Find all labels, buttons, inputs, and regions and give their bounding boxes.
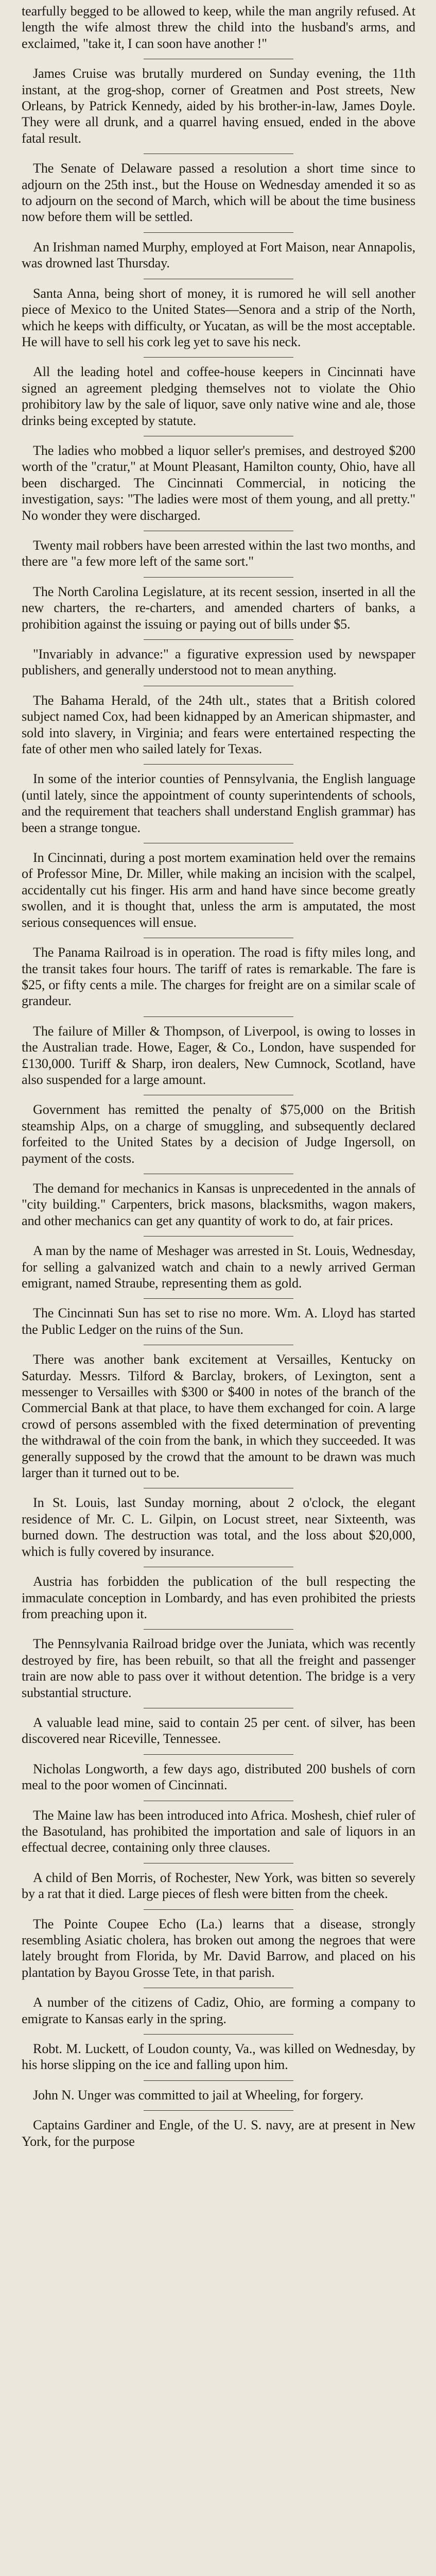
news-item: James Cruise was brutally murdered on Sunday evening, the 11th instant, at the grog-shop, corner of Greatmen and Post streets, New Orleans, by Patrick Kennedy, aided by his brother-in-law, James Doyle. They were all drunk, and a quarrel having ensued, ended in the above fatal result. — [22, 66, 415, 146]
item-divider — [144, 2080, 293, 2081]
news-item: The demand for mechanics in Kansas is unprecedented in the annals of "city building." Carpenters, brick masons, blacksmiths, wagon makers, and other mechanics can get any quantity of work to do, at fair prices. — [22, 1180, 415, 1228]
news-item: In some of the interior counties of Pennsylvania, the English language (until lately, since the appointment of county superintendents of schools, and the requirement that teachers shall understand English grammar) has been a strange tongue. — [22, 771, 415, 835]
item-divider — [144, 357, 293, 358]
item-divider — [144, 639, 293, 640]
news-item: The ladies who mobbed a liquor seller's premises, and destroyed $200 worth of the "cratur," at Mount Pleasant, Hamilton county, Ohio, have all been discharged. The Cincinnati Commercial, in noticing the investigation, says: "The ladies were most of them young, and all pretty." No wonder they were discharged. — [22, 443, 415, 523]
item-divider — [144, 232, 293, 233]
news-item: The Bahama Herald, of the 24th ult., states that a British colored subject named Cox, had been kidnapped by an American shipmaster, and sold into slavery, in Virginia; and fears were entertained respecting the fate of other men who sailed lately for Texas. — [22, 692, 415, 757]
item-divider — [144, 2034, 293, 2035]
item-divider — [144, 1754, 293, 1755]
news-item: A number of the citizens of Cadiz, Ohio, are forming a company to emigrate to Kansas early in the spring. — [22, 1995, 415, 2026]
item-divider — [144, 1909, 293, 1910]
item-divider — [144, 1298, 293, 1299]
news-item: A child of Ben Morris, of Rochester, New York, was bitten so severely by a rat that it died. Large pieces of flesh were bitten from the cheek. — [22, 1870, 415, 1902]
news-item: All the leading hotel and coffee-house keepers in Cincinnati have signed an agreement pledging themselves not to violate the Ohio prohibitory law by the sale of liquor, save only native wine and ale, those drinks being excepted by statute. — [22, 364, 415, 428]
news-item: An Irishman named Murphy, employed at Fort Maison, near Annapolis, was drowned last Thursday. — [22, 239, 415, 271]
news-item: The failure of Miller & Thompson, of Liverpool, is owing to losses in the Australian trade. Howe, Eager, & Co., London, have suspended for £130,000. Turiff & Sharp, iron dealers, New Cumnock, Scotland, have also suspended for a large amount. — [22, 1023, 415, 1087]
news-item: The Pennsylvania Railroad bridge over the Juniata, which was recently destroyed by fire, has been rebuilt, so that all the freight and passenger train are now able to pass over it without detention. The bridge is a very substantial structure. — [22, 1636, 415, 1700]
news-item: There was another bank excitement at Versailles, Kentucky on Saturday. Messrs. Tilford & Barclay, brokers, of Lexington, sent a messenger to Versailles with $300 or $400 in notes of the branch of the Commercial Bank at that place, to have them exchanged for coin. A large crowd of persons assembled with the fixed determination of preventing the withdrawal of the coin from the bank, in which they succeeded. It was generally supposed by the crowd that the amount to be drawn was much larger than it turned out to be. — [22, 1352, 415, 1481]
news-item: The North Carolina Legislature, at its recent session, inserted in all the new charters, the re-charters, and amended charters of banks, a prohibition against the issuing or paying out of bills under $5. — [22, 584, 415, 632]
news-item: A valuable lead mine, said to contain 25 per cent. of silver, has been discovered near Riceville, Tennessee. — [22, 1715, 415, 1747]
news-item: Austria has forbidden the publication of the bull respecting the immaculate conception in Lombardy, and has even prohibited the priests from preaching upon it. — [22, 1574, 415, 1621]
news-item: Government has remitted the penalty of $75,000 on the British steamship Alps, on a charge of smuggling, and subsequently declared forfeited to the United States by a decision of Judge Ingersoll, on payment of the costs. — [22, 1102, 415, 1166]
item-divider — [144, 2110, 293, 2111]
news-item: tearfully begged to be allowed to keep, while the man angrily refused. At length the wife almost threw the child into the husband's arms, and exclaimed, "take it, I can soon have another !" — [22, 4, 415, 51]
news-item: John N. Unger was committed to jail at Wheeling, for forgery. — [33, 2087, 363, 2103]
news-item: In Cincinnati, during a post mortem examination held over the remains of Professor Mine, Dr. Miller, while making an incision with the scalpel, accidentally cut his finger. His arm and hand have since become greatly swollen, and it is thought that, unless the arm is amputated, the most serious consequences will ensue. — [22, 850, 415, 930]
news-item: Nicholas Longworth, a few days ago, distributed 200 bushels of corn meal to the poor women of Cincinnati. — [22, 1761, 415, 1793]
news-item: Robt. M. Luckett, of Loudon county, Va., was killed on Wednesday, by his horse slipping on the ice and falling upon him. — [22, 2041, 415, 2073]
news-item: The Senate of Delaware passed a resolution a short time since to adjourn on the 25th inst., but the House on Wednesday amended it so as to adjourn on the second of March, which will be about the time business now before them will be settled. — [22, 161, 415, 225]
item-divider — [144, 577, 293, 578]
news-item: The Maine law has been introduced into Africa. Moshesh, chief ruler of the Basotuland, has prohibited the importation and sale of liquors in an effectual decree, containing only three clauses. — [22, 1807, 415, 1855]
item-divider — [144, 764, 293, 765]
item-divider — [144, 1629, 293, 1630]
news-item: The Panama Railroad is in operation. The road is fifty miles long, and the transit takes four hours. The tariff of rates is remarkable. The fare is $25, or fifty cents a mile. The charges for freight are on a similar scale of grandeur. — [22, 945, 415, 1009]
news-item: Twenty mail robbers have been arrested within the last two months, and there are "a few more left of the same sort." — [22, 537, 415, 569]
news-item: Santa Anna, being short of money, it is rumored he will sell another piece of Mexico to the United States—Senora and a strip of the North, which he keeps with difficulty, or Yucatan, as will be the most acceptable. He will have to sell his cork leg yet to save his neck. — [22, 285, 415, 349]
news-item: In St. Louis, last Sunday morning, about 2 o'clock, the elegant residence of Mr. C. L. Gilpin, on Locust street, near Sixteenth, was burned down. The destruction was total, and the loss about $20,000, which is fully covered by insurance. — [22, 1495, 415, 1559]
news-item: A man by the name of Meshager was arrested in St. Louis, Wednesday, for selling a galvanized watch and chain to a newly arrived German emigrant, named Straube, representing them as gold. — [22, 1243, 415, 1291]
news-item: The Pointe Coupee Echo (La.) learns that a disease, strongly resembling Asiatic cholera, has broken out among the negroes that were lately brought from Florida, by Mr. David Barrow, and placed on his plantation by Bayou Grosse Tete, in that parish. — [22, 1916, 415, 1980]
news-item: The Cincinnati Sun has set to rise no more. Wm. A. Lloyd has started the Public Ledger on the ruins of the Sun. — [22, 1306, 415, 1337]
item-divider — [144, 1016, 293, 1017]
news-item: Captains Gardiner and Engle, of the U. S. navy, are at present in New York, for the purpose — [22, 2117, 415, 2149]
news-item: "Invariably in advance:" a figurative expression used by newspaper publishers, and generally understood not to mean anything. — [22, 647, 415, 678]
